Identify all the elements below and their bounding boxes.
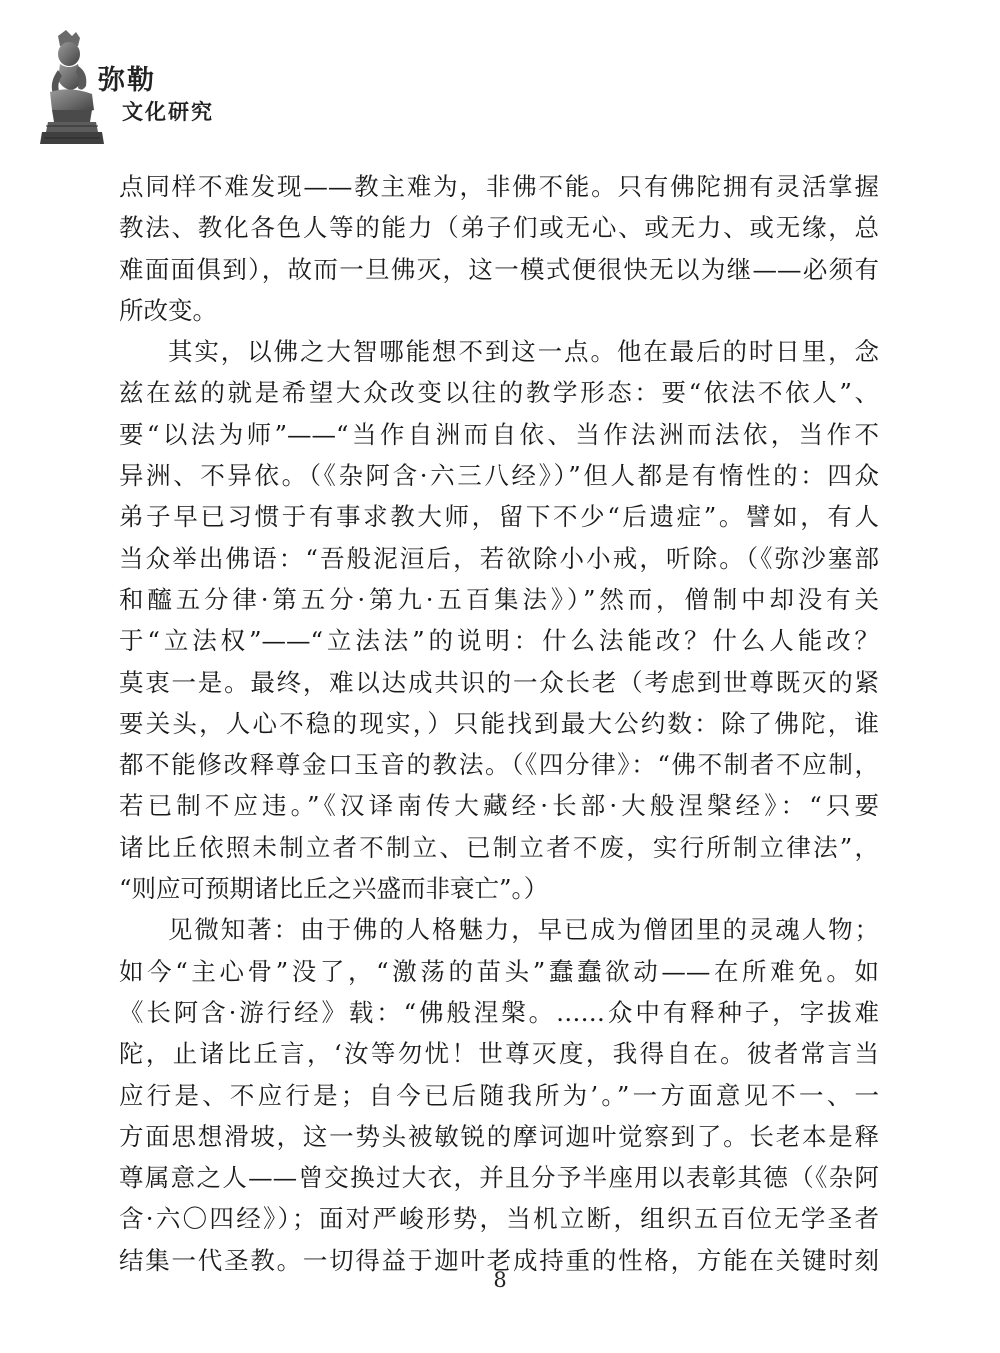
text-line: 兹在兹的就是希望大众改变以往的教学形态：要“依法不依人”、 <box>119 378 879 408</box>
text-line: 都不能修改释尊金口玉音的教法。（《四分律》：“佛不制者不应制， <box>119 750 879 780</box>
text-line: 弟子早已习惯于有事求教大师，留下不少“后遗症”。譬如，有人 <box>119 502 879 532</box>
text-line: 异洲、不异依。（《杂阿含·六三八经》）”但人都是有惰性的：四众 <box>119 461 879 491</box>
page-number: 8 <box>493 1268 507 1292</box>
journal-title-sub: 文化研究 <box>122 100 214 124</box>
text-line: 诸比丘依照未制立者不制立、已制立者不废，实行所制立律法”， <box>119 832 879 862</box>
text-line: 难面面俱到），故而一旦佛灭，这一模式便很快无以为继——必须有 <box>119 254 879 284</box>
text-line: 含·六〇四经》）；面对严峻形势，当机立断，组织五百位无学圣者 <box>119 1204 879 1234</box>
text-line: 于“立法权”——“立法法”的说明：什么法能改？什么人能改？ <box>119 626 879 656</box>
text-line: 应行是、不应行是；自今已后随我所为’。”一方面意见不一、一 <box>119 1080 879 1110</box>
text-line: 所改变。 <box>119 295 217 325</box>
text-line: “则应可预期诸比丘之兴盛而非衰亡”。） <box>119 874 549 904</box>
text-line: 点同样不难发现——教主难为，非佛不能。只有佛陀拥有灵活掌握 <box>119 172 879 201</box>
text-line: 方面思想滑坡，这一势头被敏锐的摩诃迦叶觉察到了。长老本是释 <box>119 1121 879 1151</box>
text-line: 要关头，人心不稳的现实，）只能找到最大公约数：除了佛陀，谁 <box>119 708 879 738</box>
text-line: 莫衷一是。最终，难以达成共识的一众长老（考虑到世尊既灭的紧 <box>119 667 879 697</box>
text-line: 《长阿含·游行经》载：“佛般涅槃。……众中有释种子，字拔难 <box>119 997 879 1027</box>
text-line: 如今“主心骨”没了，“激荡的苗头”蠢蠢欲动——在所难免。如 <box>119 956 879 986</box>
maitreya-statue-icon <box>36 30 106 148</box>
text-line: 尊属意之人——曾交换过大衣，并且分予半座用以表彰其德（《杂阿 <box>119 1163 879 1193</box>
text-line: 见微知著：由于佛的人格魅力，早已成为僧团里的灵魂人物； <box>168 915 879 945</box>
journal-title-main: 弥勒 <box>98 65 156 96</box>
journal-header <box>36 30 336 150</box>
text-line: 结集一代圣教。一切得益于迦叶老成持重的性格，方能在关键时刻 <box>119 1245 879 1275</box>
text-line: 和醯五分律·第五分·第九·五百集法》）”然而，僧制中却没有关 <box>119 584 879 614</box>
text-line: 其实，以佛之大智哪能想不到这一点。他在最后的时日里，念 <box>168 337 879 367</box>
text-line: 教法、教化各色人等的能力（弟子们或无心、或无力、或无缘，总 <box>119 213 879 243</box>
text-line: 当众举出佛语：“吾般泥洹后，若欲除小小戒，听除。（《弥沙塞部 <box>119 543 879 573</box>
text-line: 若已制不应违。”《汉译南传大藏经·长部·大般涅槃经》：“只要 <box>119 791 879 821</box>
article-body <box>119 166 879 1281</box>
text-line: 陀，止诸比丘言，‘汝等勿忧！世尊灭度，我得自在。彼者常言当 <box>119 1039 879 1069</box>
text-line: 要“以法为师”——“当作自洲而自依、当作法洲而法依，当作不 <box>119 419 879 449</box>
